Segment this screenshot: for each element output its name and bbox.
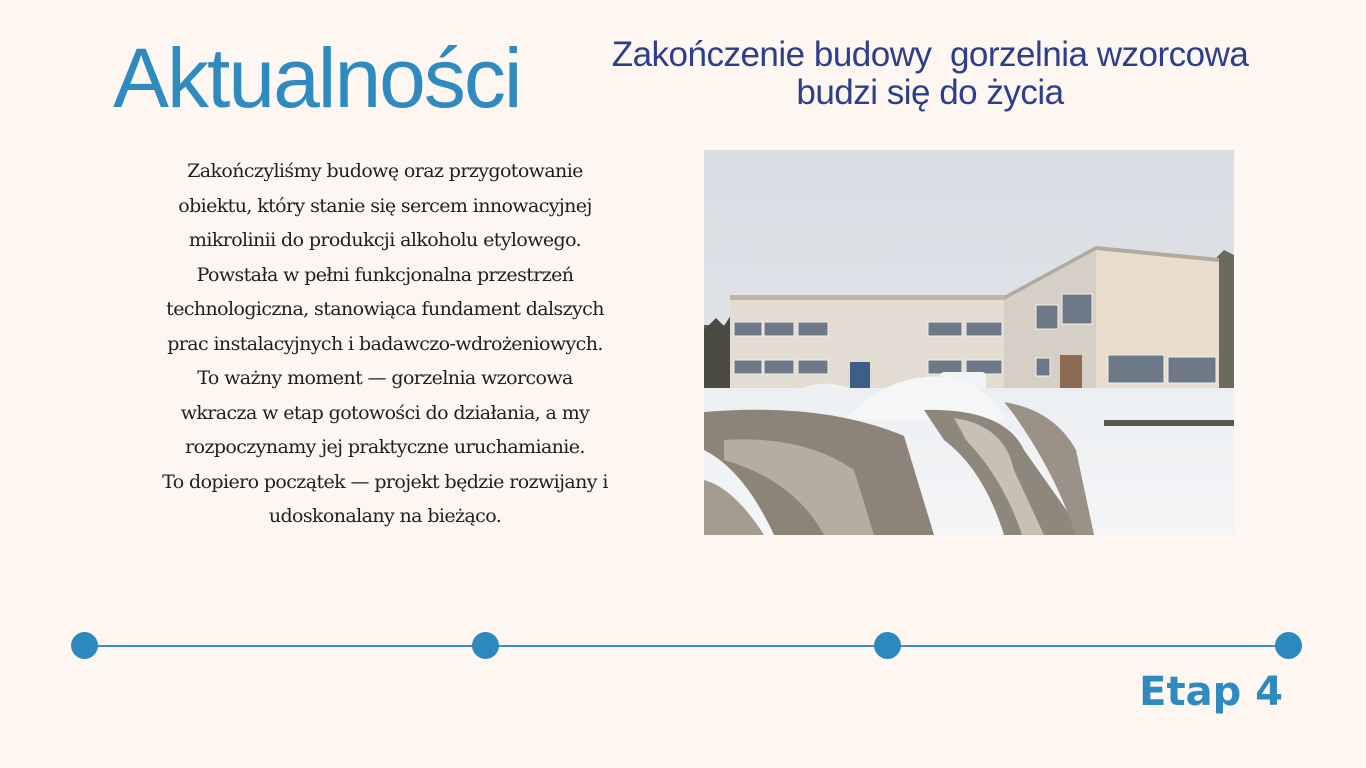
body-line: technologiczna, stanowiąca fundament dalszych [166,298,604,320]
timeline-dot-stage-4 [1275,632,1302,659]
timeline-line [84,645,1289,647]
article-body [110,154,660,534]
body-line: wkracza w etap gotowości do działania, a my [180,401,590,424]
timeline-dot-stage-1 [71,632,98,659]
article-title-line: budzi się do życia [796,73,1064,112]
page-heading: Aktualności [113,31,521,125]
body-line: prac instalacyjnych i badawczo-wdrożeniowych. [167,332,603,355]
stage-label: Etap 4 [1139,669,1283,715]
body-line: udoskonalany na bieżąco. [268,505,502,527]
timeline-dot-stage-2 [472,632,499,659]
body-line: mikrolinii do produkcji alkoholu etylowego. [188,229,582,251]
timeline-dot-stage-3 [874,632,901,659]
article-title [580,36,1280,112]
body-line: Powstała w pełni funkcjonalna przestrzeń [196,263,574,286]
article-title-line: Zakończenie budowy gorzelnia wzorcowa [611,35,1249,74]
body-line: To dopiero początek — projekt będzie rozwijany i [162,470,608,493]
body-line: To ważny moment — gorzelnia wzorcowa [197,367,573,389]
body-line: rozpoczynamy jej praktyczne uruchamianie. [185,436,585,458]
building-photo [704,150,1234,535]
body-line: Zakończyliśmy budowę oraz przygotowanie [187,160,583,182]
body-line: obiektu, który stanie się sercem innowacyjnej [178,194,592,217]
